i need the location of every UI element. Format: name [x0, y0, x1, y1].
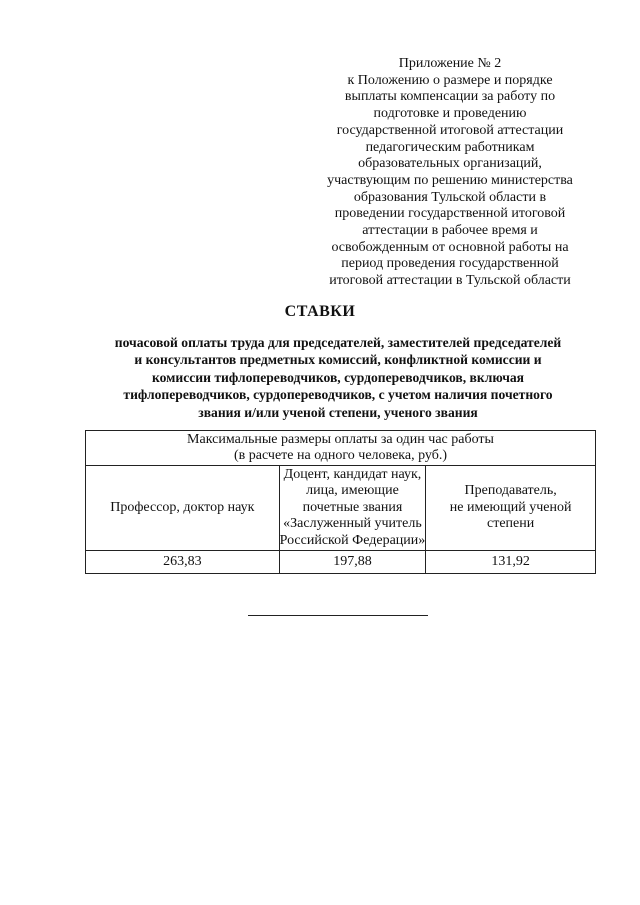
appendix-line: освобожденным от основной работы на: [331, 239, 569, 255]
rate-value-professor: 263,83: [86, 551, 280, 574]
appendix-line: к Положению о размере и порядке: [347, 72, 553, 88]
column-label-line: степени: [487, 516, 535, 532]
column-professor: [86, 466, 280, 551]
appendix-line: образовательных организаций,: [358, 156, 542, 172]
appendix-line: государственной итоговой аттестации: [336, 122, 564, 138]
column-label-line: лица, имеющие: [306, 483, 399, 499]
subtitle-line: комиссии тифлопереводчиков, сурдопереводчиков, включая: [151, 369, 525, 385]
column-label-line: «Заслуженный учитель: [283, 516, 422, 532]
appendix-line: аттестации в рабочее время и: [362, 223, 538, 239]
appendix-line: Приложение № 2: [398, 56, 502, 71]
appendix-line: проведении государственной итоговой: [334, 206, 566, 222]
subtitle-line: и консультантов предметных комиссий, конфликтной комиссии и: [134, 352, 542, 368]
column-label-line: Преподаватель,: [464, 483, 557, 499]
table-header-line: (в расчете на одного человека, руб.): [233, 448, 448, 463]
table-header-cell: [86, 431, 596, 466]
column-label-line: Профессор, доктор наук: [110, 499, 255, 515]
column-teacher: [426, 466, 596, 551]
appendix-line: период проведения государственной: [341, 256, 559, 272]
rate-value-docent: 197,88: [279, 551, 426, 574]
document-subtitle: [78, 334, 598, 421]
column-label-line: почетные звания: [302, 499, 403, 515]
subtitle-line: звания и/или ученой степени, ученого звания: [198, 404, 478, 420]
column-docent: [279, 466, 426, 551]
appendix-header: [300, 56, 600, 290]
column-label-line: Доцент, кандидат наук,: [283, 466, 422, 482]
closing-divider-line: [248, 615, 428, 616]
subtitle-line: тифлопереводчиков, сурдопереводчиков, с учетом наличия почетного: [123, 387, 553, 403]
appendix-line: участвующим по решению министерства: [327, 172, 573, 188]
document-title: СТАВКИ: [284, 303, 356, 320]
appendix-line: образования Тульской области в: [353, 189, 547, 205]
table-header-line: Максимальные размеры оплаты за один час работы: [187, 431, 494, 447]
appendix-line: подготовке и проведению: [373, 106, 527, 122]
column-label-line: не имеющий ученой: [449, 499, 572, 515]
rate-value-teacher: 131,92: [426, 551, 596, 574]
appendix-line: выплаты компенсации за работу по: [344, 89, 556, 105]
rates-table: [85, 430, 596, 574]
subtitle-line: почасовой оплаты труда для председателей, заместителей председателей: [114, 335, 562, 350]
column-label-line: Российской Федерации»: [279, 532, 426, 548]
appendix-line: педагогическим работникам: [365, 139, 535, 155]
appendix-line: итоговой аттестации в Тульской области: [329, 273, 571, 289]
